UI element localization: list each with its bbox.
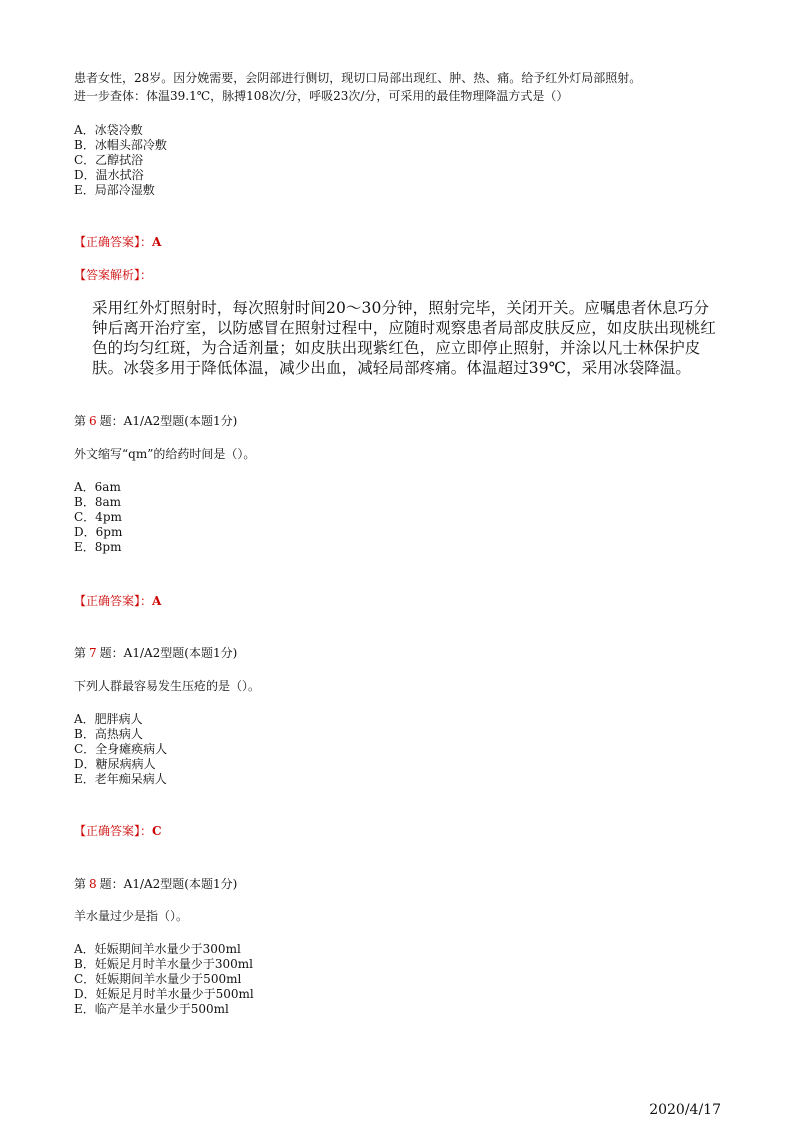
question-number: 6 bbox=[89, 414, 97, 428]
q5-stem-line2: 进一步查体：体温39.1℃，脉搏108次/分，呼吸23次/分，可采用的最佳物理降温方式是（） bbox=[74, 89, 569, 103]
question-type: 题：A1/A2型题(本题1分) bbox=[99, 877, 238, 891]
option-e: E．临产是羊水量少于500ml bbox=[74, 1002, 229, 1016]
option-d: D．温水拭浴 bbox=[74, 168, 144, 182]
q8-stem: 羊水量过少是指（）。 bbox=[74, 909, 189, 923]
option-c: C．妊娠期间羊水量少于500ml bbox=[74, 972, 242, 986]
question-prefix: 第 bbox=[74, 414, 87, 428]
q8-header bbox=[74, 876, 237, 892]
q6-header bbox=[74, 413, 237, 429]
question-number: 7 bbox=[89, 646, 97, 660]
option-a: A．肥胖病人 bbox=[74, 712, 143, 726]
option-c: C．4pm bbox=[74, 510, 122, 524]
option-a: A．6am bbox=[74, 480, 121, 494]
option-b: B．8am bbox=[74, 495, 121, 509]
q5-options bbox=[74, 123, 167, 198]
answer-value: A bbox=[152, 235, 162, 249]
option-d: D．6pm bbox=[74, 525, 123, 539]
q8-options bbox=[74, 942, 254, 1017]
option-b: B．冰帽头部冷敷 bbox=[74, 138, 167, 152]
answer-label: 【正确答案】： bbox=[74, 824, 153, 838]
option-c: C．乙醇拭浴 bbox=[74, 153, 144, 167]
q5-analysis-label: 【答案解析】： bbox=[74, 268, 153, 282]
q7-header bbox=[74, 645, 237, 661]
q6-answer bbox=[74, 593, 161, 609]
footer-date: 2020/4/17 bbox=[649, 1102, 721, 1118]
option-b: B．妊娠足月时羊水量少于300ml bbox=[74, 957, 253, 971]
option-d: D．妊娠足月时羊水量少于500ml bbox=[74, 987, 254, 1001]
question-number: 8 bbox=[89, 877, 97, 891]
q5-analysis-text: 采用红外灯照射时，每次照射时间20～30分钟，照射完毕，关闭开关。应嘱患者休息巧分钟后离开治疗室，以防感冒在照射过程中，应随时观察患者局部皮肤反应，如皮肤出现桃红色的均匀红斑，为合适剂量；如皮肤出现紫红色，应立即停止照射，并涂以凡士林保护皮肤。冰袋多用于降低体温，减少出血，减轻局部疼痛。体温超过39℃，采用冰袋降温。 bbox=[92, 299, 717, 377]
answer-value: A bbox=[152, 594, 162, 608]
q6-stem: 外文缩写“qm”的给药时间是（）。 bbox=[74, 447, 256, 461]
q7-stem: 下列人群最容易发生压疮的是（）。 bbox=[74, 679, 261, 693]
option-e: E．老年痴呆病人 bbox=[74, 772, 167, 786]
answer-label: 【正确答案】： bbox=[74, 235, 153, 249]
q7-options bbox=[74, 712, 167, 787]
option-c: C．全身瘫痪病人 bbox=[74, 742, 168, 756]
question-prefix: 第 bbox=[74, 646, 87, 660]
question-prefix: 第 bbox=[74, 877, 87, 891]
option-a: A．妊娠期间羊水量少于300ml bbox=[74, 942, 241, 956]
q5-stem-line1: 患者女性，28岁。因分娩需要，会阴部进行侧切，现切口局部出现红、肿、热、痛。给予红外灯局部照射。 bbox=[74, 71, 642, 85]
q6-options bbox=[74, 480, 122, 555]
question-type: 题：A1/A2型题(本题1分) bbox=[99, 646, 238, 660]
answer-value: C bbox=[152, 824, 162, 838]
option-e: E．局部冷湿敷 bbox=[74, 183, 155, 197]
option-b: B．高热病人 bbox=[74, 727, 143, 741]
q5-answer bbox=[74, 234, 161, 250]
answer-label: 【正确答案】： bbox=[74, 594, 153, 608]
question-type: 题：A1/A2型题(本题1分) bbox=[99, 414, 238, 428]
option-e: E．8pm bbox=[74, 540, 122, 554]
q7-answer bbox=[74, 823, 162, 839]
option-d: D．糖尿病病人 bbox=[74, 757, 156, 771]
option-a: A．冰袋冷敷 bbox=[74, 123, 143, 137]
